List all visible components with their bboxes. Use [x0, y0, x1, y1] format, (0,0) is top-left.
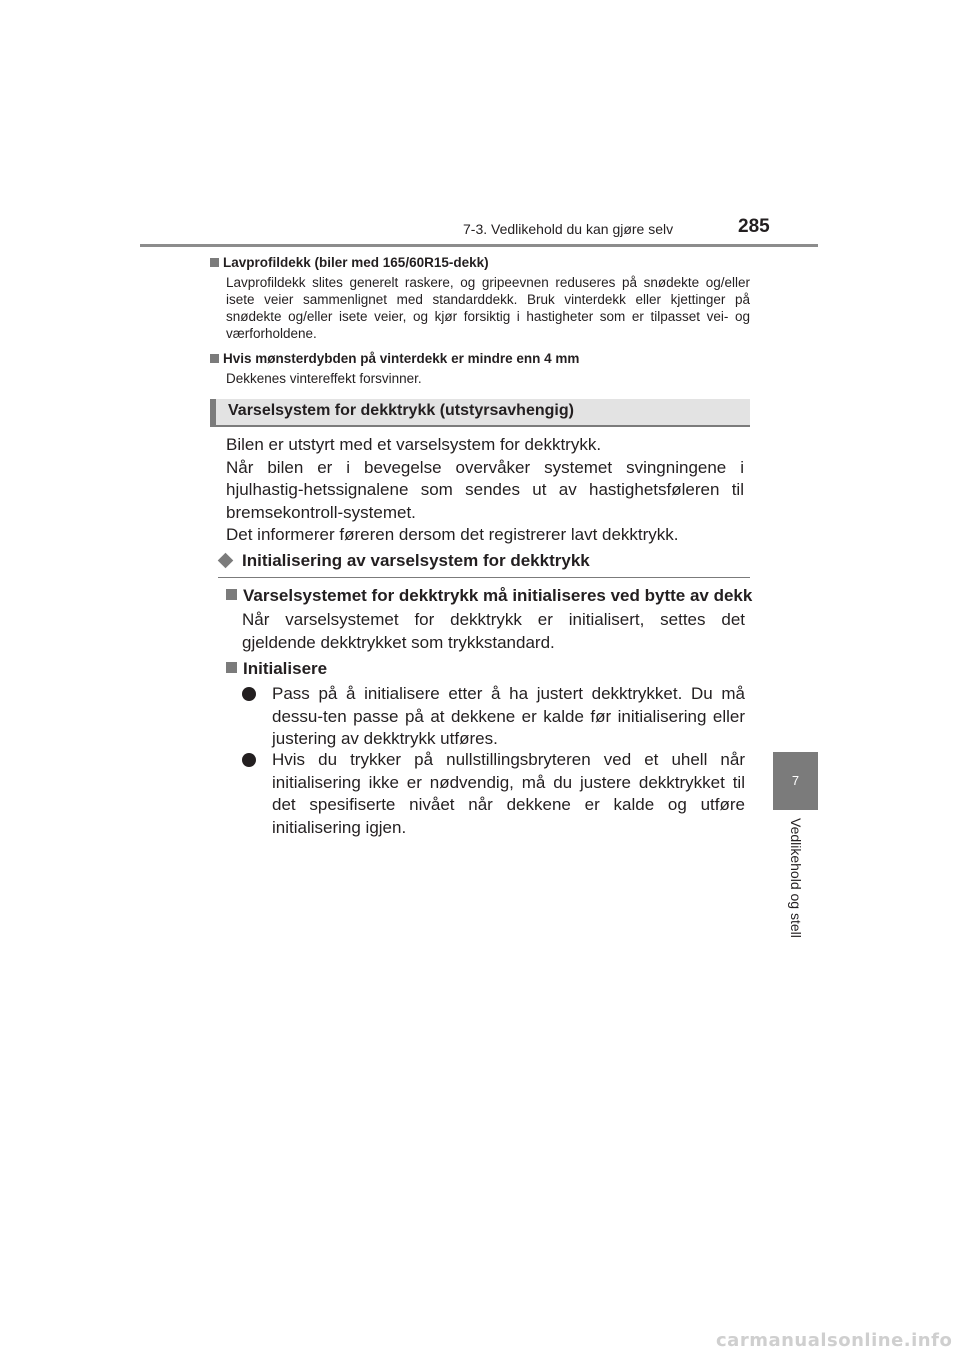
list-item: Hvis du trykker på nullstillingsbryteren ved et uhell når initialisering ikke er nødvendig, må du justere dekktrykket til det spesifiserte nivået når dekkene er kalde og utføre initialisering igjen. [242, 749, 745, 839]
square-bullet-icon [210, 258, 219, 267]
reset-heading: Varselsystemet for dekktrykk må initialiseres ved bytte av dekk [226, 585, 752, 607]
subsection-title: Initialisering av varselsystem for dekktrykk [242, 551, 590, 570]
round-bullet-icon [242, 753, 256, 767]
note-text: Dekkenes vintereffekt forsvinner. [226, 371, 422, 386]
chapter-label: Vedlikehold og stell [788, 818, 804, 938]
intro-line: Når bilen er i bevegelse overvåker systemet svingningene i hjulhastig-hetssignalene som sendes ut av hastighetsføleren til bremsekontroll-systemet. [226, 457, 744, 522]
note-low-profile-tires [210, 254, 750, 342]
square-bullet-icon [226, 662, 237, 673]
list-item: Pass på å initialisere etter å ha justert dekktrykket. Du må dessu-ten passe på at dekkene er kalde før initialisering eller justering av dekktrykk utføres. [242, 683, 745, 751]
note-text: Lavprofildekk slites generelt raskere, og gripeevnen reduseres på snødekte og/eller isete veier sammenlignet med standarddekk. Bruk vinterdekk eller kjettinger på snødekte og/eller isete veier, og kjør forsiktig i hastigheter som er tilpasset vei- og værforholdene. [226, 275, 750, 341]
intro-line: Bilen er utstyrt med et varselsystem for dekktrykk. [226, 435, 602, 454]
chapter-tab[interactable]: 7 [773, 752, 818, 810]
page-number: 285 [738, 216, 770, 237]
round-bullet-icon [242, 687, 256, 701]
square-bullet-icon [226, 589, 237, 600]
note-heading: Lavprofildekk (biler med 165/60R15-dekk) [210, 254, 750, 272]
reset-text: Når varselsystemet for dekktrykk er initialisert, settes det gjeldende dekktrykket som trykkstandard. [242, 610, 745, 652]
intro-line: Det informerer føreren dersom det registrerer lavt dekktrykk. [226, 525, 679, 544]
square-bullet-icon [210, 354, 219, 363]
intro-text [226, 434, 744, 547]
section-title-bar [210, 399, 750, 427]
watermark-text: carmanualsonline.info [716, 1330, 953, 1351]
header-divider [140, 244, 818, 247]
subsection-heading [218, 551, 750, 578]
running-header: 7-3. Vedlikehold du kan gjøre selv [463, 221, 674, 237]
note-heading: Hvis mønsterdybden på vinterdekk er mindre enn 4 mm [210, 350, 750, 368]
initialize-heading: Initialisere [226, 658, 327, 680]
diamond-icon [218, 553, 234, 569]
section-title: Varselsystem for dekktrykk (utstyrsavhengig) [228, 402, 574, 419]
note-winter-tread-depth [210, 350, 750, 387]
